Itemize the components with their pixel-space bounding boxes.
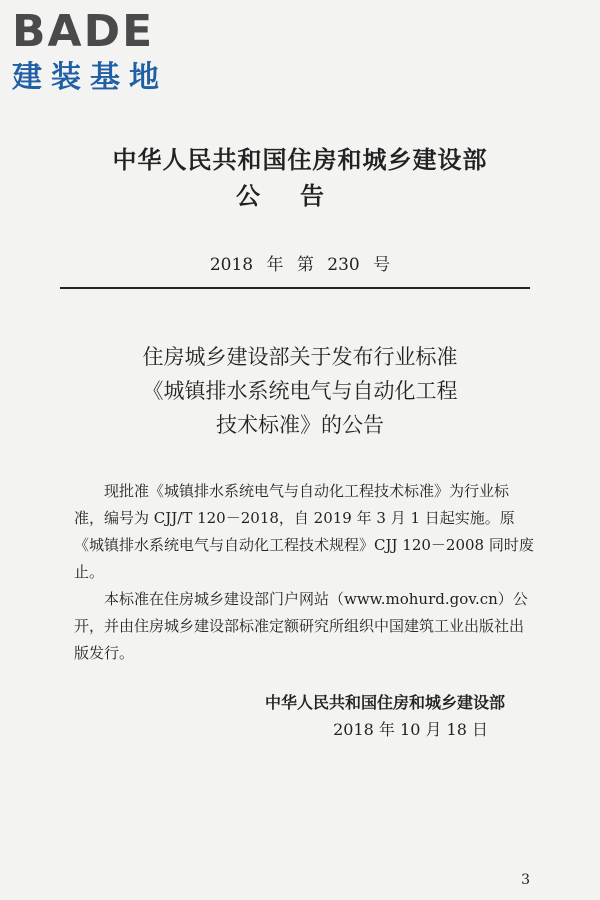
heading-line: 技术标准》的公告 (216, 413, 384, 437)
signature-issuer: 中华人民共和国住房和城乡建设部 (264, 693, 505, 712)
header-divider (60, 287, 530, 289)
page-number: 3 (521, 872, 530, 888)
body-paragraph: 本标准在住房城乡建设部门户网站（www.mohurd.gov.cn）公开，并由住房城乡建设部标准定额研究所组织中国建筑工业出版社出版发行。 (74, 590, 528, 662)
logo-brand: BADE (12, 6, 155, 57)
heading-line: 《城镇排水系统电气与自动化工程 (142, 379, 458, 403)
logo-subtitle: 建装基地 (12, 60, 168, 95)
logo (12, 8, 168, 96)
issuer-title: 中华人民共和国住房和城乡建设部 (112, 145, 488, 174)
heading-line: 住房城乡建设部关于发布行业标准 (142, 345, 458, 369)
announcement-body (74, 478, 534, 667)
signature-date: 2018 年 10 月 18 日 (333, 720, 488, 739)
document-type: 公告 (236, 181, 364, 210)
document-number: 2018 年 第 230 号 (209, 255, 391, 275)
announcement-heading (0, 340, 600, 442)
body-paragraph: 现批准《城镇排水系统电气与自动化工程技术标准》为行业标准，编号为 CJJ/T 120－2018，自 2019 年 3 月 1 日起实施。原《城镇排水系统电气与自动化工程技术规程》CJJ 120－2008 同时废止。 (74, 482, 534, 581)
